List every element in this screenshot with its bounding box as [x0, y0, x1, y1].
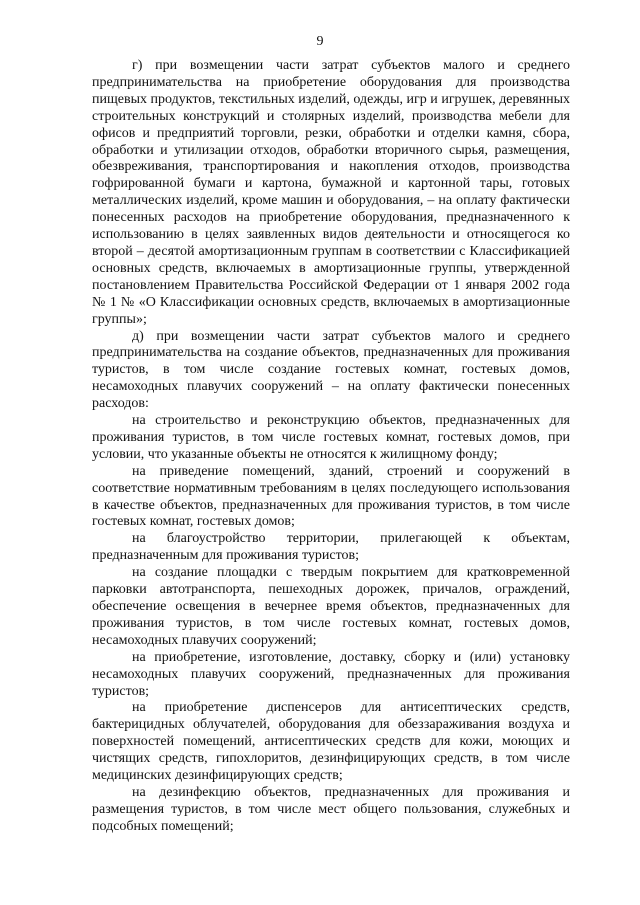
- paragraph-disinfection: на дезинфекцию объектов, предназначенных для проживания и размещения туристов, в том числе мест общего пользования, служебных и подсобных помещений;: [92, 784, 570, 834]
- paragraph-parking-area: на создание площадки с твердым покрытием для кратковременной парковки автотранспорта, пешеходных дорожек, причалов, ограждений, обеспечение освещения в вечернее время объектов, предназначенных для проживания туристов, в том числе гостевых комнат, гостевых домов, несамоходных плавучих сооружений;: [92, 565, 570, 648]
- paragraph-landscaping: на благоустройство территории, прилегающей к объектам, предназначенным для проживания туристов;: [92, 531, 570, 564]
- paragraph-antiseptics: на приобретение диспенсеров для антисептических средств, бактерицидных облучателей, оборудования для обеззараживания воздуха и поверхностей помещений, антисептических средств для кожи, моющих и чистящих средств, гипохлоритов, дезинфицирующих средств, в том числе медицинских дезинфицирующих средств;: [92, 700, 570, 784]
- paragraph-construction: на строительство и реконструкцию объектов, предназначенных для проживания туристов, в том числе гостевых комнат, гостевых домов, при условии, что указанные объекты не относятся к жилищному фонду;: [92, 413, 570, 462]
- paragraph-floating-structures: на приобретение, изготовление, доставку, сборку и (или) установку несамоходных плавучих сооружений, предназначенных для проживания туристов;: [92, 649, 570, 699]
- paragraph-d-tourist-objects: д) при возмещении части затрат субъектов малого и среднего предпринимательства на создание объектов, предназначенных для проживания туристов, в том числе создание гостевых комнат, гостевых домов, несамоходных плавучих сооружений – на оплату фактически понесенных расходов:: [92, 328, 570, 412]
- paragraph-premises-compliance: на приведение помещений, зданий, строений и сооружений в соответствие нормативным требованиям в целях последующего использования в качестве объектов, предназначенных для проживания туристов, в том числе гостевых комнат, гостевых домов;: [92, 463, 570, 530]
- document-body: [92, 58, 570, 836]
- paragraph-g-equipment: г) при возмещении части затрат субъектов малого и среднего предпринимательства на приобретение оборудования для производства пищевых продуктов, текстильных изделий, одежды, игр и игрушек, деревянных строительных конструкций и столярных изделий, производства мебели для офисов и предприятий торговли, резки, обработки и отделки камня, сбора, обработки и утилизации отходов, обработки вторичного сырья, размещения, обезвреживания, транспортирования и накопления отходов, производства гофрированной бумаги и картона, бумажной и картонной тары, готовых металлических изделий, кроме машин и оборудования, – на оплату фактически понесенных расходов на приобретение оборудования, предназначенного к использованию в целях заявленных видов деятельности и относящегося ко второй – десятой амортизационным группам в соответствии с Классификацией основных средств, включаемых в амортизационные группы, утвержденной постановлением Правительства Российской Федерации от 1 января 2002 года № 1 № «О Классификации основных средств, включаемых в амортизационные группы»;: [92, 58, 570, 327]
- page-number: 9: [316, 34, 324, 49]
